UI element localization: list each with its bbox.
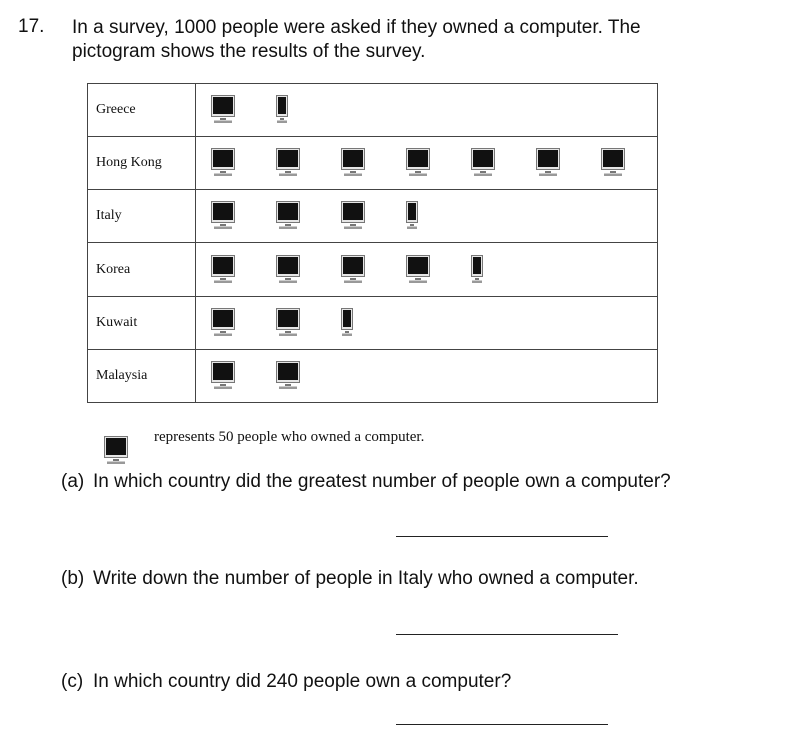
pictogram-key: represents 50 people who owned a computer. [154, 429, 425, 445]
icon-cell [196, 349, 658, 402]
part-b-text: Write down the number of people in Italy who owned a computer. [93, 568, 639, 589]
computer-icon [406, 255, 430, 285]
half-computer-icon [471, 255, 483, 285]
computer-icon [406, 148, 430, 178]
computer-icon [341, 201, 365, 231]
part-c [61, 669, 681, 694]
answer-line-a[interactable] [396, 536, 608, 537]
part-b-label: (b) [61, 568, 85, 589]
icon-cell [196, 137, 658, 190]
half-computer-icon [276, 95, 288, 125]
computer-icon [211, 308, 235, 338]
computer-icon [276, 308, 300, 338]
question-intro: In a survey, 1000 people were asked if they owned a computer. The pictogram shows the results of the survey. [72, 17, 641, 62]
computer-icon [211, 148, 235, 178]
pictogram-row [88, 137, 658, 190]
part-a-label: (a) [61, 471, 85, 492]
computer-icon [211, 255, 235, 285]
part-c-label: (c) [61, 671, 84, 692]
answer-line-b[interactable] [396, 634, 618, 635]
computer-icon [211, 95, 235, 125]
pictogram-table [87, 83, 658, 403]
computer-icon [276, 255, 300, 285]
computer-icon [276, 361, 300, 391]
pictogram-row [88, 243, 658, 296]
pictogram-row [88, 296, 658, 349]
country-name: Malaysia [88, 349, 196, 402]
country-name: Korea [88, 243, 196, 296]
icon-cell [196, 243, 658, 296]
computer-icon [276, 201, 300, 231]
computer-icon [601, 148, 625, 178]
part-b [61, 566, 681, 591]
icon-cell [196, 190, 658, 243]
pictogram-row [88, 84, 658, 137]
computer-icon [471, 148, 495, 178]
pictogram-row [88, 190, 658, 243]
country-name: Greece [88, 84, 196, 137]
icon-cell [196, 84, 658, 137]
computer-icon [104, 436, 128, 466]
half-computer-icon [341, 308, 353, 338]
computer-icon [341, 148, 365, 178]
country-name: Hong Kong [88, 137, 196, 190]
pictogram-row [88, 349, 658, 402]
country-name: Kuwait [88, 296, 196, 349]
part-a-text: In which country did the greatest number of people own a computer? [93, 471, 671, 492]
computer-icon [536, 148, 560, 178]
half-computer-icon [406, 201, 418, 231]
question-number: 17. [18, 16, 45, 37]
answer-line-c[interactable] [396, 724, 608, 725]
part-a [61, 469, 681, 494]
computer-icon [211, 201, 235, 231]
computer-icon [276, 148, 300, 178]
country-name: Italy [88, 190, 196, 243]
computer-icon [211, 361, 235, 391]
part-c-text: In which country did 240 people own a computer? [93, 671, 512, 692]
computer-icon [341, 255, 365, 285]
icon-cell [196, 296, 658, 349]
